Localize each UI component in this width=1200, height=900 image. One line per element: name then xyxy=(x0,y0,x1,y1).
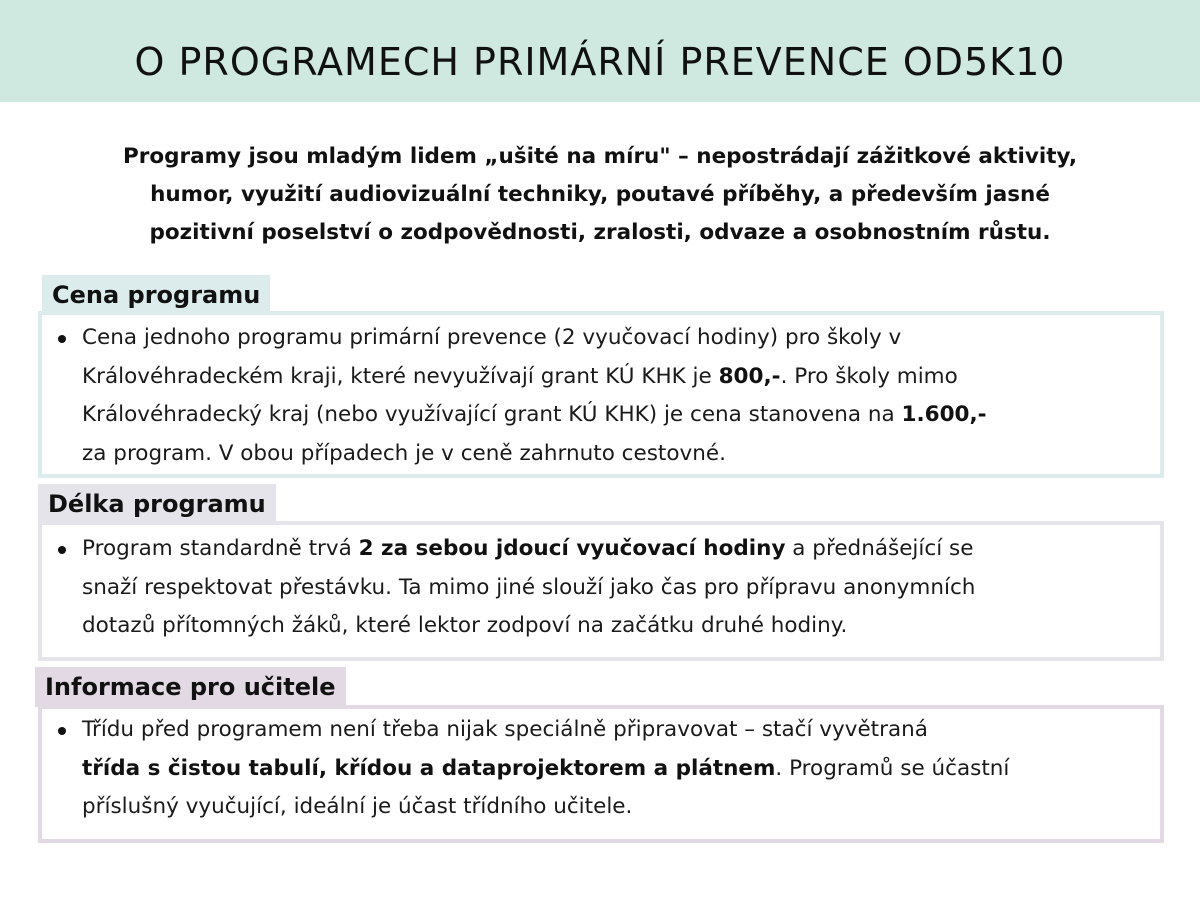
text-line xyxy=(82,750,1160,789)
list-item xyxy=(82,319,1160,473)
bullet-list xyxy=(42,319,1160,473)
text-segment: . Programů se účastní xyxy=(775,755,1010,781)
text-line xyxy=(82,711,1160,750)
bold-text: 2 za sebou jdoucí vyučovací hodiny xyxy=(358,536,786,561)
text-line xyxy=(82,319,1160,358)
section-box-informace-pro-ucitele xyxy=(38,705,1164,843)
text-segment: Královéhradecký kraj (nebo využívající grant KÚ KHK) je cena stanovena na xyxy=(82,402,902,427)
text-segment: Královéhradeckém kraji, které nevyužívají grant KÚ KHK je xyxy=(82,363,719,389)
bold-text: 800,- xyxy=(718,363,781,389)
section-box-delka-programu xyxy=(38,521,1164,661)
list-item-lines xyxy=(82,530,1160,646)
list-item-lines xyxy=(82,711,1160,827)
intro-line: humor, využití audiovizuální techniky, poutavé příběhy, a především jasné xyxy=(150,182,1050,207)
bullet-dot-icon xyxy=(58,727,66,735)
bullet-list xyxy=(42,711,1160,827)
section-title-informace-pro-ucitele: Informace pro učitele xyxy=(35,667,346,707)
text-line xyxy=(82,788,1160,827)
bullet-dot-icon xyxy=(58,546,66,554)
text-segment: snaží respektovat přestávku. Ta mimo jiné slouží jako čas pro přípravu anonymních xyxy=(82,574,976,600)
list-item xyxy=(82,530,1160,646)
bullet-list xyxy=(42,530,1160,646)
text-line xyxy=(82,530,1160,569)
text-segment: příslušný vyučující, ideální je účast třídního učitele. xyxy=(82,794,633,819)
text-line xyxy=(82,607,1160,646)
bold-text: třída s čistou tabulí, křídou a dataprojektorem a plátnem xyxy=(82,755,776,781)
text-segment: za program. V obou případech je v ceně zahrnuto cestovné. xyxy=(82,440,726,466)
list-item-lines xyxy=(82,319,1160,473)
text-line xyxy=(82,358,1160,397)
section-box-cena-programu xyxy=(38,311,1164,478)
section-title-delka-programu: Délka programu xyxy=(38,484,276,524)
intro-line: Programy jsou mladým lidem „ušité na míru" – nepostrádají zážitkové aktivity, xyxy=(122,144,1078,169)
text-line xyxy=(82,396,1160,435)
text-segment: Program standardně trvá xyxy=(82,536,359,561)
list-item xyxy=(82,711,1160,827)
bullet-dot-icon xyxy=(58,335,66,343)
text-segment: a přednášející se xyxy=(785,536,974,561)
section-title-cena-programu: Cena programu xyxy=(42,275,270,315)
text-line xyxy=(82,569,1160,608)
bold-text: 1.600,- xyxy=(901,402,987,427)
intro-line: pozitivní poselství o zodpovědnosti, zralosti, odvaze a osobnostním růstu. xyxy=(149,220,1051,245)
text-segment: Třídu před programem není třeba nijak speciálně připravovat – stačí vyvětraná xyxy=(82,717,928,742)
text-segment: Cena jednoho programu primární prevence (2 vyučovací hodiny) pro školy v xyxy=(82,325,902,350)
intro-paragraph xyxy=(40,138,1160,252)
text-segment: dotazů přítomných žáků, které lektor zodpoví na začátku druhé hodiny. xyxy=(82,613,848,638)
page-title: O PROGRAMECH PRIMÁRNÍ PREVENCE OD5K10 xyxy=(134,40,1066,84)
text-segment: . Pro školy mimo xyxy=(780,363,958,389)
text-line xyxy=(82,435,1160,474)
